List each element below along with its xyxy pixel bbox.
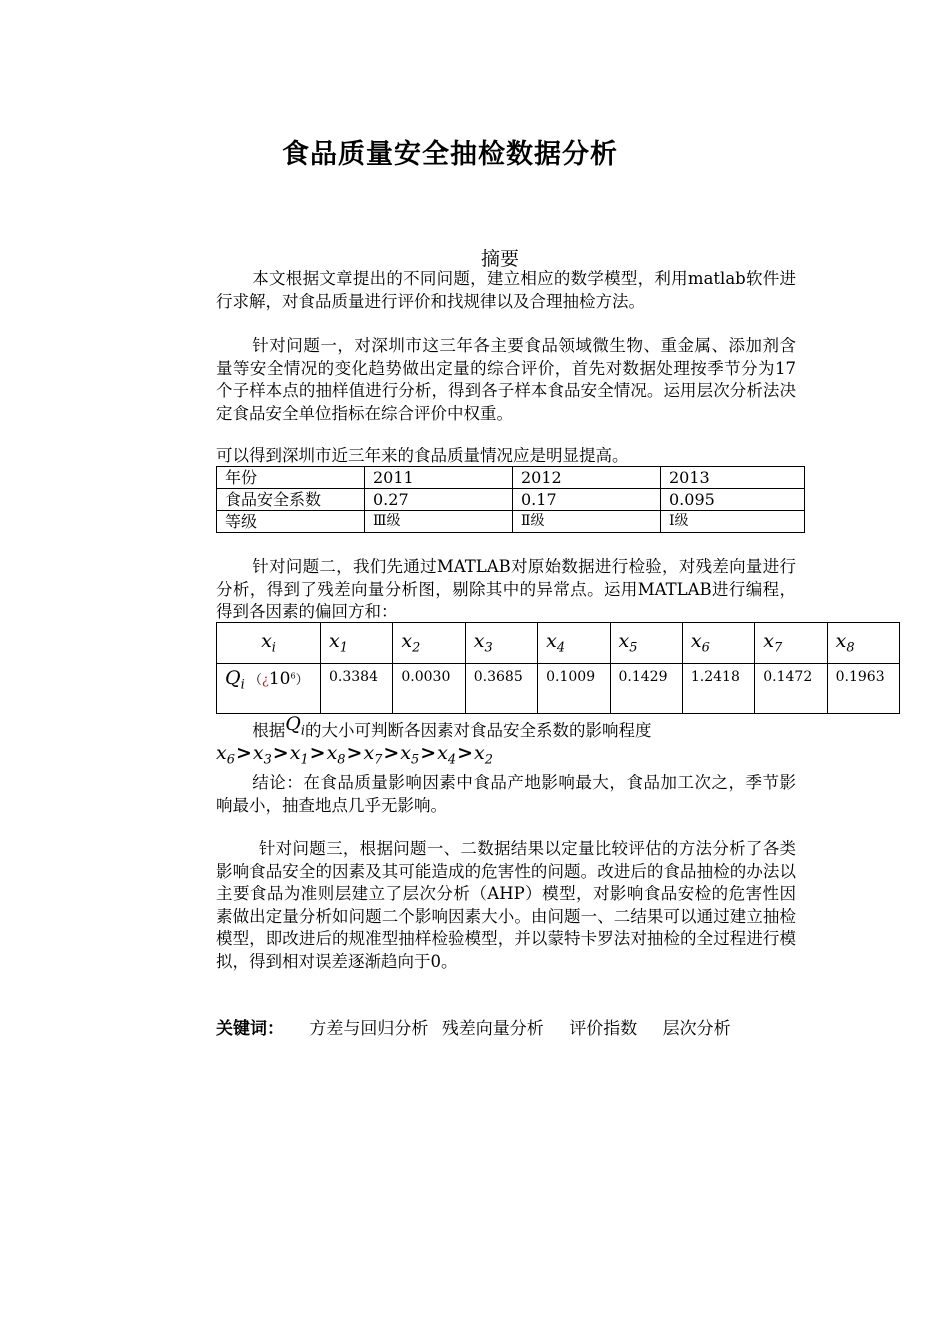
- factor-ranking-inequality: $x_6>x_3>x_1>x_8>x_7>x_5>x_4>x_2$: [216, 742, 493, 768]
- table-cell: Ⅲ级: [365, 511, 513, 533]
- safety-coefficient-table: [216, 466, 805, 533]
- keywords-line: [216, 1014, 731, 1039]
- table-cell: 0.1472: [755, 664, 827, 714]
- table-cell: 0.1429: [610, 664, 682, 714]
- table-header-cell: $x_7$: [755, 623, 827, 664]
- table-row: [217, 664, 900, 714]
- keyword-item: 方差与回归分析: [309, 1019, 429, 1039]
- abstract-paragraph-q1-result: 可以得到深圳市近三年来的食品质量情况应是明显提高。: [216, 446, 629, 465]
- keyword-item: 残差向量分析: [441, 1019, 544, 1039]
- table-header-cell: $x_6$: [682, 623, 754, 664]
- table-cell: 食品安全系数: [217, 489, 365, 511]
- table-cell: 0.27: [365, 489, 513, 511]
- table-cell: 0.1963: [827, 664, 899, 714]
- table-cell: 0.3384: [321, 664, 393, 714]
- table-cell: 1.2418: [682, 664, 754, 714]
- table-header-cell: $x_5$: [610, 623, 682, 664]
- table-header-cell: $x_4$: [538, 623, 610, 664]
- abstract-paragraph-ranking-intro: 根据$Q_i$的大小可判断各因素对食品安全系数的影响程度: [252, 713, 652, 740]
- abstract-paragraph-conclusion: 结论：在食品质量影响因素中食品产地影响最大，食品加工次之，季节影响最小，抽查地点几乎无影响。: [216, 773, 796, 815]
- table-header-cell: $x_3$: [465, 623, 537, 664]
- abstract-heading: 摘要: [480, 248, 519, 270]
- table-cell: 2012: [513, 467, 661, 489]
- table-header-cell: $x_1$: [321, 623, 393, 664]
- table-cell: 年份: [217, 467, 365, 489]
- keyword-item: 层次分析: [662, 1019, 731, 1039]
- abstract-paragraph-intro: 本文根据文章提出的不同问题，建立相应的数学模型，利用matlab软件进行求解，对食品质量进行评价和找规律以及合理抽检方法。: [216, 269, 796, 311]
- document-title: 食品质量安全抽检数据分析: [282, 139, 618, 170]
- keyword-item: 评价指数: [569, 1019, 638, 1039]
- table-row: [217, 511, 805, 533]
- abstract-paragraph-q1: 针对问题一，对深圳市这三年各主要食品领域微生物、重金属、添加剂含量等安全情况的变化趋势做出定量的综合评价，首先对数据处理按季节分为17个子样本点的抽样值进行分析，得到各子样本食品安全情况。运用层次分析法决定食品安全单位指标在综合评价中权重。: [216, 336, 796, 423]
- table-cell: 0.3685: [465, 664, 537, 714]
- table-cell: 2013: [661, 467, 805, 489]
- table-cell: 0.095: [661, 489, 805, 511]
- keywords-label: 关键词：: [216, 1019, 284, 1039]
- table-header-cell: $x_8$: [827, 623, 899, 664]
- table-cell: 0.17: [513, 489, 661, 511]
- table-cell: 0.1009: [538, 664, 610, 714]
- partial-regression-table: [216, 622, 900, 714]
- table-cell: 0.0030: [393, 664, 465, 714]
- table-cell: Ⅰ级: [661, 511, 805, 533]
- table-cell: 等级: [217, 511, 365, 533]
- abstract-paragraph-q2: 针对问题二，我们先通过MATLAB对原始数据进行检验，对残差向量进行分析，得到了残差向量分析图，剔除其中的异常点。运用MATLAB进行编程，得到各因素的偏回方和：: [216, 557, 796, 621]
- table-cell: 2011: [365, 467, 513, 489]
- table-header-cell: $x_i$: [217, 623, 321, 664]
- abstract-paragraph-q3: 针对问题三，根据问题一、二数据结果以定量比较评估的方法分析了各类影响食品安全的因素及其可能造成的危害性的问题。改进后的食品抽检的办法以主要食品为准则层建立了层次分析（AHP）模型，对影响食品安检的危害性因素做出定量分析如问题二个影响因素大小。由问题一、二结果可以通过建立抽检模型，即改进后的规准型抽样检验模型，并以蒙特卡罗法对抽检的全过程进行模拟，得到相对误差逐渐趋向于0。: [216, 839, 796, 971]
- table-row: [217, 489, 805, 511]
- table-row: [217, 623, 900, 664]
- table-header-cell: $x_2$: [393, 623, 465, 664]
- table-row: [217, 467, 805, 489]
- table-row-label: $Q_i$ $(¿10^6)$: [217, 664, 321, 714]
- table-cell: Ⅱ级: [513, 511, 661, 533]
